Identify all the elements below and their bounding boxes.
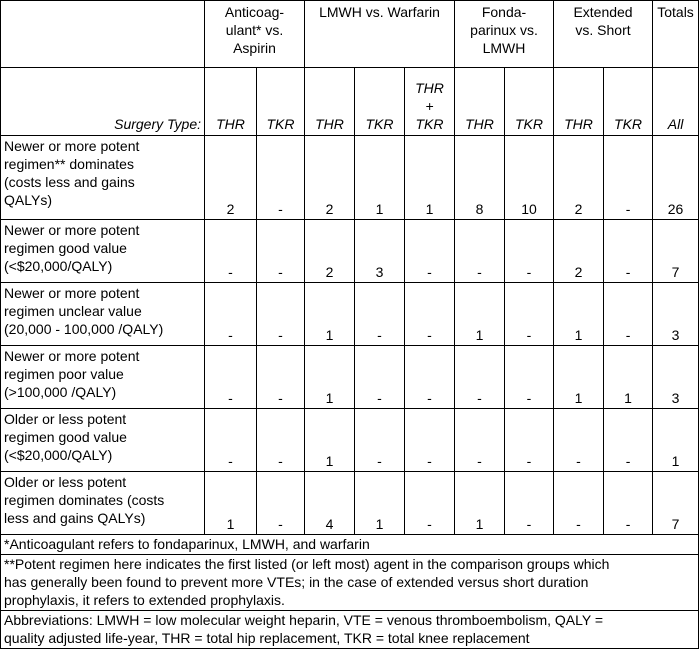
table-cell: -	[554, 472, 604, 535]
table-cell: -	[505, 346, 554, 409]
table-cell: -	[257, 136, 305, 220]
table-cell: -	[505, 409, 554, 472]
table-cell: -	[405, 472, 455, 535]
table-cell: -	[257, 409, 305, 472]
surgery-type-thr-tkr-4: THR + TKR	[405, 68, 455, 136]
table-cell: 1	[653, 409, 699, 472]
surgery-type-all-9: All	[653, 68, 699, 136]
footnote-row	[1, 555, 699, 611]
table-cell: -	[355, 346, 405, 409]
surgery-type-thr-0: THR	[205, 68, 257, 136]
table-cell: 10	[505, 136, 554, 220]
table-cell: 1	[455, 283, 505, 346]
table-cell: -	[205, 220, 257, 283]
table-cell: -	[405, 283, 455, 346]
table-cell: 1	[554, 283, 604, 346]
table-cell: -	[505, 472, 554, 535]
row-label: Newer or more potent regimen** dominates (costs less and gains QALYs)	[1, 136, 205, 220]
group-header-fondaparinux-vs-lmwh: Fonda- parinux vs. LMWH	[455, 1, 554, 68]
table-cell: 8	[455, 136, 505, 220]
table-cell: 1	[305, 283, 355, 346]
table-row	[1, 409, 699, 472]
table-cell: 1	[355, 472, 405, 535]
surgery-type-thr-7: THR	[554, 68, 604, 136]
footnote-1: *Anticoagulant refers to fondaparinux, LMWH, and warfarin	[1, 535, 699, 555]
table-cell: 3	[355, 220, 405, 283]
corner-cell	[1, 1, 205, 68]
table-cell: -	[604, 283, 653, 346]
surgery-type-thr-2: THR	[305, 68, 355, 136]
table-cell: 1	[455, 472, 505, 535]
table-cell: 2	[305, 136, 355, 220]
table-row	[1, 472, 699, 535]
table-cell: 1	[355, 136, 405, 220]
row-label: Newer or more potent regimen good value (<$20,000/QALY)	[1, 220, 205, 283]
table-cell: -	[205, 346, 257, 409]
table-cell: -	[257, 346, 305, 409]
table-row	[1, 136, 699, 220]
table-cell: -	[205, 283, 257, 346]
footnote-2: **Potent regimen here indicates the first listed (or left most) agent in the comparison groups which has generally been found to prevent more VTEs; in the case of extended versus short duration prophylaxis, it refers to extended prophylaxis.	[1, 555, 699, 611]
table-row	[1, 346, 699, 409]
table-cell: -	[257, 472, 305, 535]
table-cell: -	[455, 409, 505, 472]
table-cell: -	[355, 409, 405, 472]
table-cell: -	[554, 409, 604, 472]
surgery-type-thr-5: THR	[455, 68, 505, 136]
row-label: Newer or more potent regimen unclear value (20,000 - 100,000 /QALY)	[1, 283, 205, 346]
surgery-type-tkr-1: TKR	[257, 68, 305, 136]
surgery-type-tkr-8: TKR	[604, 68, 653, 136]
group-header-extended-vs-short: Extended vs. Short	[554, 1, 653, 68]
table-cell: 1	[305, 346, 355, 409]
table-cell: -	[205, 409, 257, 472]
surgery-type-label: Surgery Type:	[1, 68, 205, 136]
surgery-type-tkr-6: TKR	[505, 68, 554, 136]
table-cell: 1	[554, 346, 604, 409]
table-row	[1, 283, 699, 346]
footnote-row	[1, 611, 699, 649]
table-cell: 2	[554, 220, 604, 283]
group-header-anticoagulant-vs-aspirin: Anticoag- ulant* vs. Aspirin	[205, 1, 305, 68]
row-label: Newer or more potent regimen poor value (>100,000 /QALY)	[1, 346, 205, 409]
table-cell: 1	[305, 409, 355, 472]
group-header-lmwh-vs-warfarin: LMWH vs. Warfarin	[305, 1, 455, 68]
table-cell: 26	[653, 136, 699, 220]
group-header-row	[1, 1, 699, 68]
surgery-type-tkr-3: TKR	[355, 68, 405, 136]
table-cell: -	[604, 220, 653, 283]
table-cell: 4	[305, 472, 355, 535]
table-cell: -	[257, 283, 305, 346]
table-cell: -	[604, 409, 653, 472]
table-cell: -	[604, 136, 653, 220]
table-cell: -	[405, 346, 455, 409]
table-cell: -	[257, 220, 305, 283]
table-cell: -	[355, 283, 405, 346]
table-row	[1, 220, 699, 283]
table-cell: -	[405, 220, 455, 283]
group-header-totals: Totals	[653, 1, 699, 68]
table-cell: 3	[653, 283, 699, 346]
table-cell: 2	[554, 136, 604, 220]
table-cell: -	[455, 220, 505, 283]
table-cell: -	[505, 220, 554, 283]
footnote-row	[1, 535, 699, 555]
table-cell: 1	[405, 136, 455, 220]
table-cell: 1	[604, 346, 653, 409]
table-cell: 2	[205, 136, 257, 220]
row-label: Older or less potent regimen dominates (costs less and gains QALYs)	[1, 472, 205, 535]
table-cell: 1	[205, 472, 257, 535]
table-cell: 7	[653, 220, 699, 283]
table-cell: -	[405, 409, 455, 472]
row-label: Older or less potent regimen good value (<$20,000/QALY)	[1, 409, 205, 472]
table-cell: 3	[653, 346, 699, 409]
table-cell: 7	[653, 472, 699, 535]
table-cell: -	[455, 346, 505, 409]
table-cell: 2	[305, 220, 355, 283]
surgery-type-row	[1, 68, 699, 136]
table-cell: -	[604, 472, 653, 535]
footnote-3: Abbreviations: LMWH = low molecular weight heparin, VTE = venous thromboembolism, QALY = quality adjusted life-year, THR = total hip replacement, TKR = total knee replacement	[1, 611, 699, 649]
table-cell: -	[505, 283, 554, 346]
